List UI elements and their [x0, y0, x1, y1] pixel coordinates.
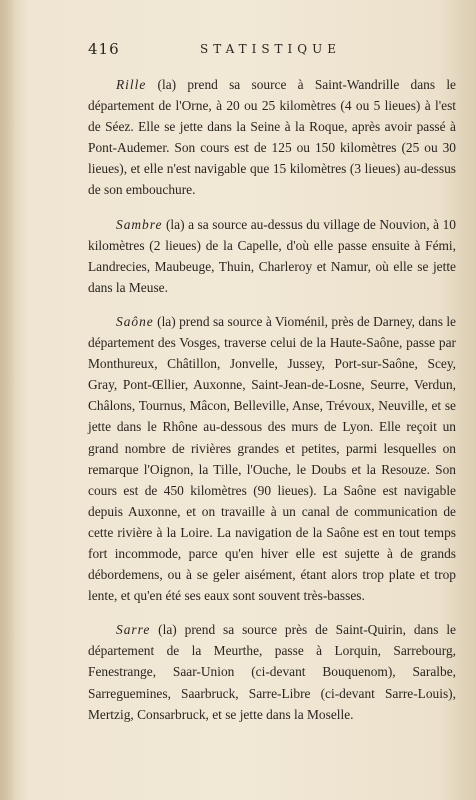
entry-headword: Sarre [116, 622, 151, 638]
entry-sambre [88, 214, 456, 298]
entry-headword: Rille [116, 77, 147, 92]
entry-text: (la) prend sa source à Vioménil, près de Darney, dans le département des Vosges, traverse celui de la Haute-Saône, passe par Monthureux, Châtillon, Jonvelle, Jussey, Port-sur-Saône, Scey, Gray, Pont-Œllier, Auxonne, Saint-Jean-de-Losne, Seurre, Verdun, Châlons, Tournus, Mâcon, Belleville, Anse, Trévoux, Neuville, et se jette dans le Rhône au-dessous des murs de Lyon. Elle reçoit un grand nombre de rivières grandes et petites, parmi lesquelles on remarque l'Oignon, la Tille, l'Ouche, le Doubs et la Resouze. Son cours est de 450 kilomètres (90 lieues). La Saône est navigable depuis Auxonne, et on travaille à un canal de communication de cette rivière à la Loire. La navigation de la Saône est en tout temps fort incommode, parce qu'en hiver elle est sujette à de grands débordemens, ou à se geler aisément, étant alors trop plate et trop lente, et qu'en été ses eaux sont souvent très-basses. [88, 313, 456, 604]
entry-headword: Sambre [116, 216, 163, 232]
entry-text: (la) a sa source au-dessus du village de Nouvion, à 10 kilomètres (2 lieues) de la Capelle, d'où elle passe ensuite à Fémi, Landrecies, Maubeuge, Thuin, Charleroy et Namur, où elle se jette dans la Meuse. [88, 216, 456, 295]
entry-text: (la) prend sa source près de Saint-Quirin, dans le département de la Meurthe, passe à Lorquin, Sarrebourg, Fenestrange, Saar-Union (ci-devant Bouquenom), Saralbe, Sarreguemines, Saarbruck, Sarre-Libre (ci-devant Sarre-Louis), Mertzig, Consarbruck, et se jette dans la Moselle. [88, 622, 456, 722]
entry-text: (la) prend sa source à Saint-Wandrille dans le département de l'Orne, à 20 ou 25 kilomètres (4 ou 5 lieues) à l'est de Séez. Elle se jette dans la Seine à la Roque, après avoir passé à Pont-Audemer. Son cours est de 125 ou 150 kilomètres (25 ou 30 lieues), et elle n'est navigable que 15 kilomètres (3 lieues) au-dessus de son embouchure. [88, 77, 456, 198]
entry-sarre [88, 619, 456, 724]
entry-rille [88, 74, 456, 201]
entry-saone [88, 311, 456, 606]
page-header [88, 40, 456, 60]
page-gutter-shadow [0, 0, 16, 800]
running-title: STATISTIQUE [200, 42, 341, 56]
body-text [88, 74, 456, 738]
entry-headword: Saône [116, 313, 154, 329]
page-number: 416 [88, 40, 120, 58]
